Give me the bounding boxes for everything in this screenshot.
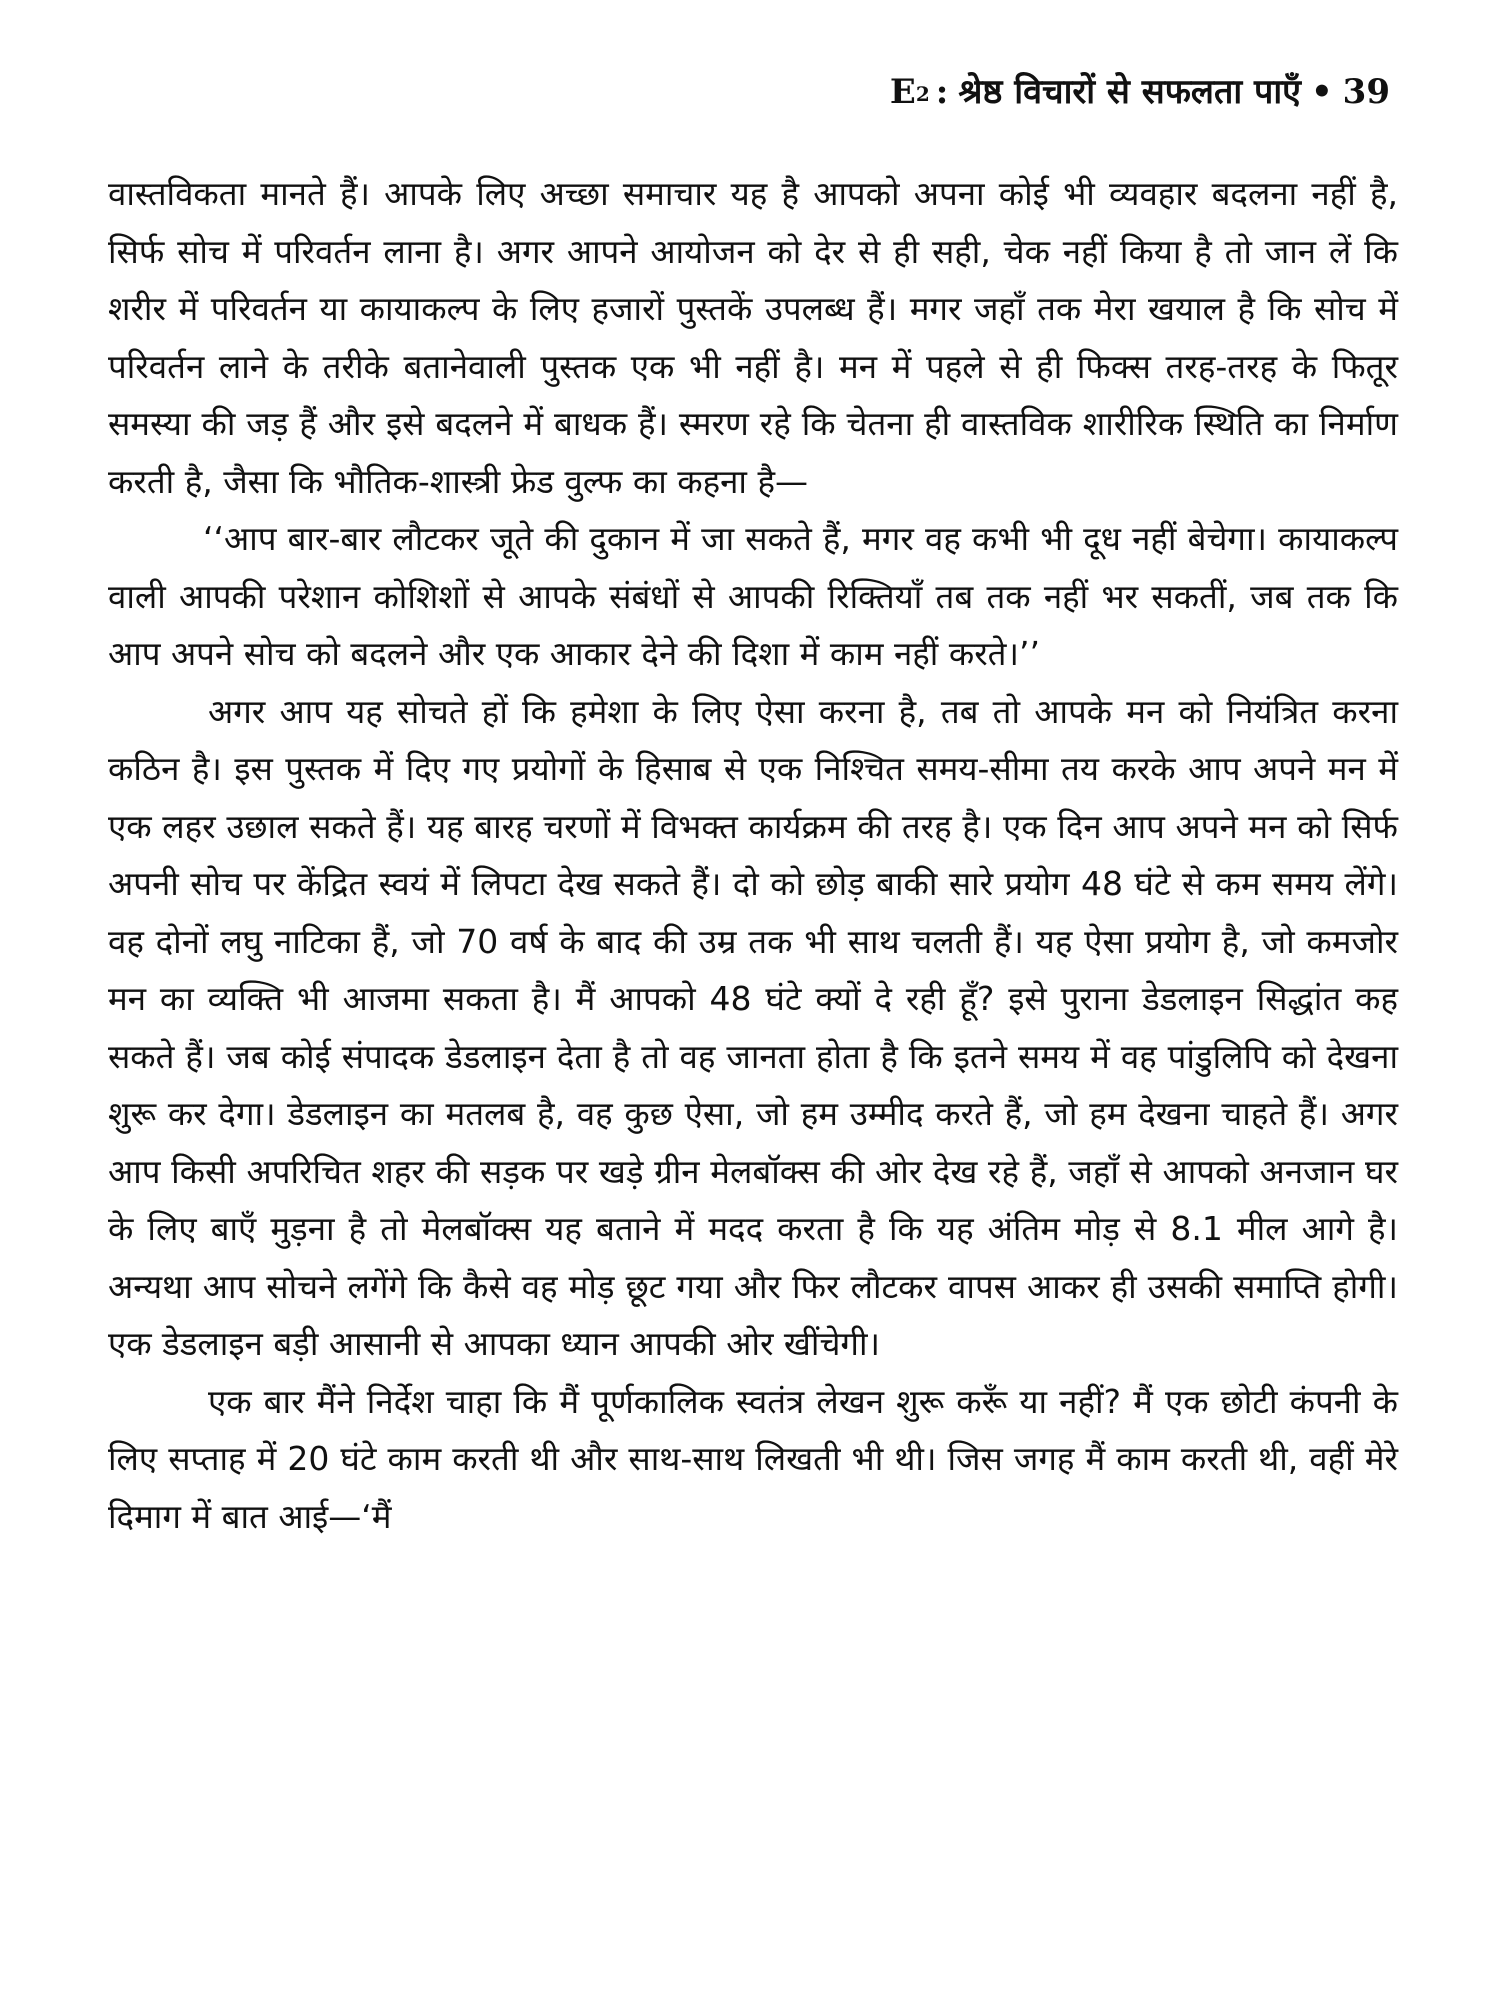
paragraph: अगर आप यह सोचते हों कि हमेशा के लिए ऐसा करना है, तब तो आपके मन को नियंत्रित करना कठिन है। इस पुस्तक में दिए गए प्रयोगों के हिसाब से एक निश्चित समय-सीमा तय करके आप अपने मन में एक लहर उछाल सकते हैं। यह बारह चरणों में विभक्त कार्यक्रम की तरह है। एक दिन आप अपने मन को सिर्फ अपनी सोच पर केंद्रित स्वयं में लिपटा देख सकते हैं। दो को छोड़ बाकी सारे प्रयोग 48 घंटे से कम समय लेंगे। वह दोनों लघु नाटिका हैं, जो 70 वर्ष के बाद की उम्र तक भी साथ चलती हैं। यह ऐसा प्रयोग है, जो कमजोर मन का व्यक्ति भी आजमा सकता है। मैं आपको 48 घंटे क्यों दे रही हूँ? इसे पुराना डेडलाइन सिद्धांत कह सकते हैं। जब कोई संपादक डेडलाइन देता है तो वह जानता होता है कि इतने समय में वह पांडुलिपि को देखना शुरू कर देगा। डेडलाइन का मतलब है, वह कुछ ऐसा, जो हम उम्मीद करते हैं, जो हम देखना चाहते हैं। अगर आप किसी अपरिचित शहर की सड़क पर खड़े ग्रीन मेलबॉक्स की ओर देख रहे हैं, जहाँ से आपको अनजान घर के लिए बाएँ मुड़ना है तो मेलबॉक्स यह बताने में मदद करता है कि यह अंतिम मोड़ से 8.1 मील आगे है। अन्यथा आप सोचने लगेंगे कि कैसे वह मोड़ छूट गया और फिर लौटकर वापस आकर ही उसकी समाप्ति होगी। एक डेडलाइन बड़ी आसानी से आपका ध्यान आपकी ओर खींचेगी। — [108, 691, 1398, 1363]
paragraph: वास्तविकता मानते हैं। आपके लिए अच्छा समाचार यह है आपको अपना कोई भी व्यवहार बदलना नहीं है, सिर्फ सोच में परिवर्तन लाना है। अगर आपने आयोजन को देर से ही सही, चेक नहीं किया है तो जान लें कि शरीर में परिवर्तन या कायाकल्प के लिए हजारों पुस्तकें उपलब्ध हैं। मगर जहाँ तक मेरा खयाल है कि सोच में परिवर्तन लाने के तरीके बतानेवाली पुस्तक एक भी नहीं है। मन में पहले से ही फिक्स तरह-तरह के फितूर समस्या की जड़ हैं और इसे बदलने में बाधक हैं। स्मरण रहे कि चेतना ही वास्तविक शारीरिक स्थिति का निर्माण करती है, जैसा कि भौतिक-शास्त्री फ्रेड वुल्फ का कहना है— — [108, 174, 1398, 501]
header-bullet: • — [1310, 72, 1333, 112]
body-text — [108, 165, 1398, 1545]
paragraph: एक बार मैंने निर्देश चाहा कि मैं पूर्णकालिक स्वतंत्र लेखन शुरू करूँ या नहीं? मैं एक छोटी कंपनी के लिए सप्ताह में 20 घंटे काम करती थी और साथ-साथ लिखती भी थी। जिस जगह मैं काम करती थी, वहीं मेरे दिमाग में बात आई—‘मैं — [108, 1381, 1398, 1536]
header-separator: : — [935, 72, 949, 112]
page-number: 39 — [1342, 72, 1390, 112]
header-letter: E — [889, 72, 916, 112]
book-title: श्रेष्ठ विचारों से सफलता पाएँ — [958, 72, 1301, 112]
header-superscript: 2 — [915, 82, 930, 106]
running-header — [890, 62, 1390, 126]
quote-paragraph: ‘‘आप बार-बार लौटकर जूते की दुकान में जा सकते हैं, मगर वह कभी भी दूध नहीं बेचेगा। कायाकल्प वाली आपकी परेशान कोशिशों से आपके संबंधों से आपकी रिक्तियाँ तब तक नहीं भर सकतीं, जब तक कि आप अपने सोच को बदलने और एक आकार देने की दिशा में काम नहीं करते।’’ — [108, 519, 1398, 673]
